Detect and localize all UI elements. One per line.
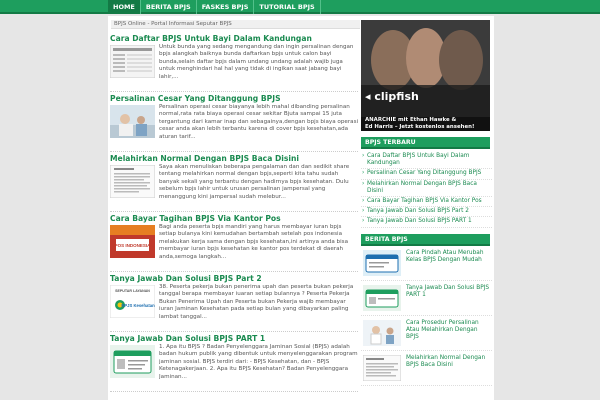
post-item: [110, 332, 358, 392]
terbaru-link[interactable]: › Persalinan Cesar Yang Ditanggung BPJS: [361, 169, 492, 179]
post-thumbnail[interactable]: [110, 225, 155, 258]
top-navigation-bar: [0, 0, 600, 14]
berita-item: [361, 316, 492, 351]
terbaru-link[interactable]: › Cara Bayar Tagihan BPJS Via Kantor Pos: [361, 197, 492, 207]
sidebar: [361, 20, 492, 386]
post-item: [110, 152, 358, 212]
widget-title-terbaru: BPJS TERBARU: [361, 137, 490, 149]
post-excerpt: Saya akan menuliskan beberapa pengalaman dan dan sedikit share tentang melahirkan normal dengan bpjs,seperti kita tahu sudah banyak sekali yang terbantu dengan hadirnya bpjs kesehatan. Dulu sebelum bpjs lahir untuk urusan persalinan jampersal yang menanggung kini jampersal sudah melebur...: [159, 164, 350, 200]
post-excerpt: Persalinan operasi cesar biayanya lebih mahal dibanding persalinan normal,rata rata biaya operasi cesar sekitar Bjuta sampai 15 juta tergantung dari kamar inap dan sebagainya,dengan bpjs biaya operasi cesar anda akan lebih terbantu karena di cover bpjs kesehatan,ada aturan tarif...: [159, 104, 359, 140]
ad-brand-logo: ◂ clipfish: [365, 90, 419, 103]
bpjs-card-thumbnail-icon: [110, 345, 155, 378]
post-excerpt: 38. Peserta pekerja bukan penerima upah dan peserta bukan pekerja tanggal berapa membayar iuaran setiap bulannya ? Peserta Pekerja Bukan Penerima Upah dan Peserta bukan Pekerja wajib membayar iuran Jaminan Kesehatan pada setiap bulan yang dibayarkan paling lambat tanggal...: [159, 284, 354, 320]
document-thumbnail-icon: [363, 355, 401, 381]
post-title-link[interactable]: Tanya Jawab Dan Solusi BPJS Part 2: [110, 274, 262, 283]
post-item: [110, 32, 358, 92]
hospital-photo-icon: [363, 320, 401, 346]
post-thumbnail[interactable]: [110, 345, 155, 378]
post-list: [108, 32, 360, 392]
document-thumbnail-icon: [110, 165, 155, 198]
terbaru-link[interactable]: › Cara Daftar BPJS Untuk Bayi Dalam Kandungan: [361, 152, 492, 169]
terbaru-link[interactable]: › Tanya Jawab Dan Solusi BPJS Part 2: [361, 207, 492, 217]
terbaru-list: [361, 149, 492, 228]
main-nav: [108, 0, 321, 14]
post-thumbnail[interactable]: [110, 285, 155, 318]
document-thumbnail-icon: [110, 45, 155, 78]
bpjs-logo-text: BPJS Kesehatan: [121, 303, 155, 308]
bpjs-card-thumbnail-icon: [363, 250, 401, 276]
berita-thumbnail[interactable]: [363, 320, 401, 346]
bpjs-card-thumbnail-icon: [363, 285, 401, 311]
nav-faskes-bpjs[interactable]: FASKES BPJS: [197, 0, 255, 14]
berita-thumbnail[interactable]: [363, 355, 401, 381]
post-thumbnail[interactable]: [110, 45, 155, 78]
post-title-link[interactable]: Melahirkan Normal Dengan BPJS Baca Disini: [110, 154, 299, 163]
post-item: [110, 92, 358, 152]
berita-item: [361, 351, 492, 386]
pos-indonesia-label: POS INDONESIA: [114, 243, 151, 248]
thumb-caption: SEPUTAR LAYANAN: [115, 289, 150, 293]
ad-caption: ANARCHIE mit Ethan Hawke & Ed Harris – Jetzt kostenlos ansehen!: [361, 117, 490, 131]
ad-play-icon: ◂: [365, 90, 371, 103]
ad-movie-poster-icon: [361, 20, 490, 131]
berita-link[interactable]: Cara Pindah Atau Merubah Kelas BPJS Dengan Mudah: [406, 249, 484, 263]
nav-berita-bpjs[interactable]: BERITA BPJS: [141, 0, 197, 14]
post-item: [110, 212, 358, 272]
terbaru-link[interactable]: › Melahirkan Normal Dengan BPJS Baca Disini: [361, 180, 492, 197]
post-title-link[interactable]: Cara Bayar Tagihan BPJS Via Kantor Pos: [110, 214, 281, 223]
berita-link[interactable]: Tanya Jawab Dan Solusi BPJS PART 1: [406, 284, 490, 298]
post-excerpt: 1. Apa itu BPJS ? Badan Penyelenggara Jaminan Sosial (BPJS) adalah badan hukum publik yang dibentuk untuk menyelenggarakan program jaminan sosial. BPJS terdiri dari: - BPJS Kesehatan, dan - BPJS Ketenagakerjaan. 2. Apa itu BPJS Kesehatan? Badan Penyelenggara Jaminan...: [159, 344, 358, 380]
terbaru-link[interactable]: › Tanya Jawab Dan Solusi BPJS PART 1: [361, 217, 492, 227]
berita-item: [361, 246, 492, 281]
nav-tutorial-bpjs[interactable]: TUTORIAL BPJS: [254, 0, 320, 14]
post-excerpt: Untuk bunda yang sedang mengandung dan ingin persalinan dengan bpjs alangkah baiknya bunda daftarkan bpjs untuk calon bayi bunda,selain daftar bpjs dalam undang undang adalah wajib juga untuk menghindari hal hal yang tidak di ingikan saat jabang bayi lahir,...: [159, 44, 354, 80]
advertisement-banner[interactable]: [361, 20, 490, 131]
post-excerpt: Bagi anda peserta bpjs mandiri yang harus membayar iuran bpjs setiap bulanya kini kemudahan bertambah setelah pos indonesia melakukan kerja sama dengan bpjs kesehatan,ini artinya anda bisa membayar iuran bpjs kesehatan ke kantor pos terdekat di daerah anda,semoga langkah...: [159, 224, 349, 260]
berita-item: [361, 281, 492, 316]
post-item: [110, 272, 358, 332]
berita-thumbnail[interactable]: [363, 285, 401, 311]
berita-list: [361, 246, 492, 386]
berita-link[interactable]: Melahirkan Normal Dengan BPJS Baca Disini: [406, 354, 486, 368]
post-thumbnail[interactable]: [110, 105, 155, 138]
post-title-link[interactable]: Tanya Jawab Dan Solusi BPJS PART 1: [110, 334, 266, 343]
pos-indonesia-photo-icon: [110, 225, 155, 258]
hospital-photo-icon: [110, 105, 155, 138]
widget-title-berita: BERITA BPJS: [361, 234, 490, 246]
bpjs-logo-thumbnail-icon: [110, 285, 155, 318]
berita-link[interactable]: Cara Prosedur Persalinan Atau Melahirkan Dengan BPJS: [406, 319, 479, 341]
nav-home[interactable]: HOME: [108, 0, 141, 14]
post-title-link[interactable]: Persalinan Cesar Yang Ditanggung BPJS: [110, 94, 281, 103]
post-title-link[interactable]: Cara Daftar BPJS Untuk Bayi Dalam Kandungan: [110, 34, 312, 43]
berita-thumbnail[interactable]: [363, 250, 401, 276]
post-thumbnail[interactable]: [110, 165, 155, 198]
page-container: [108, 16, 494, 400]
breadcrumb: BPJS Online - Portal Informasi Seputar BPJS: [111, 20, 360, 29]
